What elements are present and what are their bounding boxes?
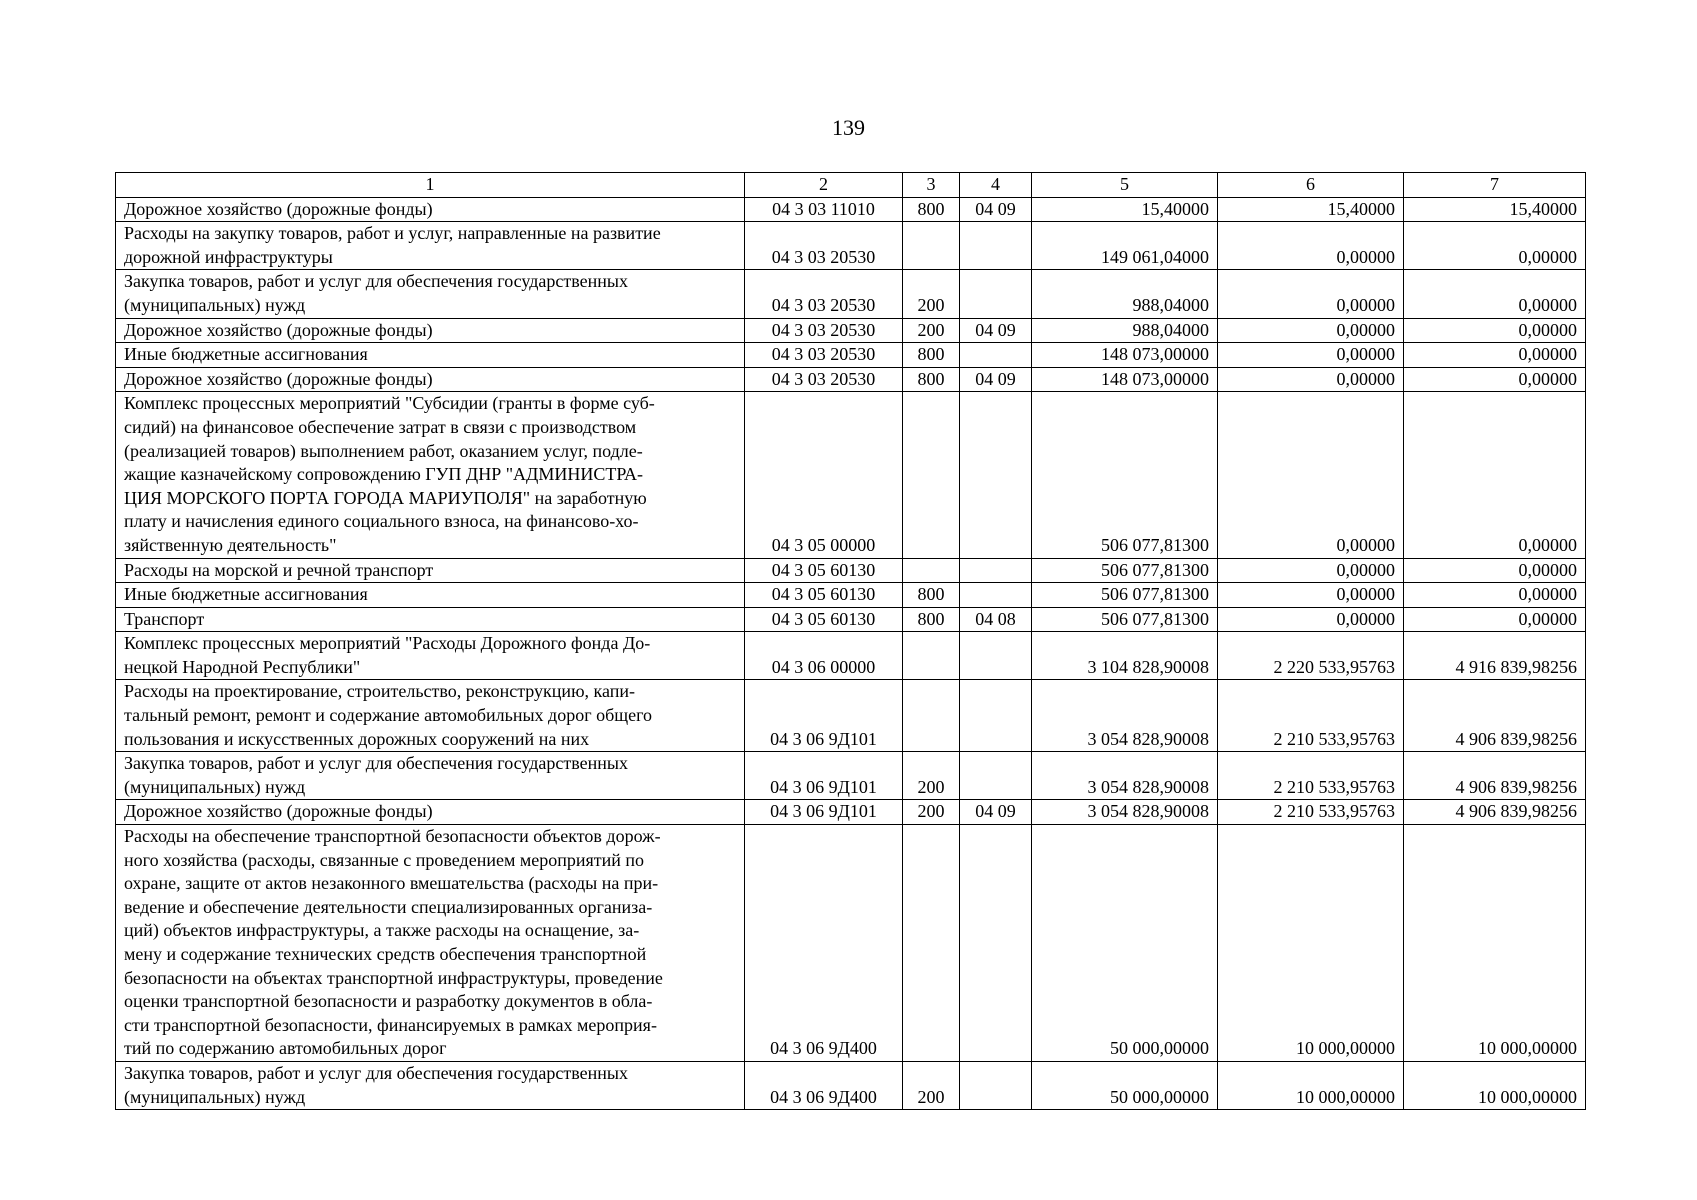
amount-col5-cell: 148 073,00000	[1032, 367, 1218, 392]
table-row	[116, 367, 1586, 392]
expense-type-cell: 200	[903, 318, 960, 343]
expense-type-cell	[903, 392, 960, 558]
amount-col5-cell: 506 077,81300	[1032, 607, 1218, 632]
amount-col7-cell: 0,00000	[1404, 392, 1586, 558]
section-cell	[960, 222, 1032, 270]
item-name-cell: Дорожное хозяйство (дорожные фонды)	[116, 197, 745, 222]
item-name-cell: Комплекс процессных мероприятий "Расходы Дорожного фонда До- нецкой Народной Республики"	[116, 632, 745, 680]
table-row	[116, 632, 1586, 680]
amount-col5-cell: 50 000,00000	[1032, 1061, 1218, 1109]
amount-col7-cell: 10 000,00000	[1404, 1061, 1586, 1109]
section-cell	[960, 1061, 1032, 1109]
budget-code-cell: 04 3 05 60130	[745, 607, 903, 632]
amount-col7-cell: 0,00000	[1404, 343, 1586, 368]
expense-type-cell: 200	[903, 752, 960, 800]
expense-type-cell: 200	[903, 270, 960, 318]
amount-col5-cell: 988,04000	[1032, 270, 1218, 318]
expense-type-cell	[903, 632, 960, 680]
amount-col5-cell: 15,40000	[1032, 197, 1218, 222]
amount-col7-cell: 0,00000	[1404, 318, 1586, 343]
budget-table	[115, 172, 1586, 1110]
amount-col7-cell: 0,00000	[1404, 222, 1586, 270]
budget-code-cell: 04 3 03 20530	[745, 222, 903, 270]
table-row	[116, 222, 1586, 270]
section-cell: 04 09	[960, 197, 1032, 222]
budget-code-cell: 04 3 03 20530	[745, 270, 903, 318]
budget-code-cell: 04 3 05 60130	[745, 583, 903, 608]
item-name-cell: Иные бюджетные ассигнования	[116, 343, 745, 368]
column-header-4: 4	[960, 173, 1032, 198]
item-name-cell: Закупка товаров, работ и услуг для обеспечения государственных (муниципальных) нужд	[116, 270, 745, 318]
budget-code-cell: 04 3 06 9Д101	[745, 800, 903, 825]
table-row	[116, 800, 1586, 825]
amount-col5-cell: 3 104 828,90008	[1032, 632, 1218, 680]
amount-col6-cell: 0,00000	[1218, 367, 1404, 392]
expense-type-cell: 200	[903, 1061, 960, 1109]
item-name-cell: Дорожное хозяйство (дорожные фонды)	[116, 318, 745, 343]
amount-col7-cell: 4 916 839,98256	[1404, 632, 1586, 680]
amount-col7-cell: 4 906 839,98256	[1404, 800, 1586, 825]
table-row	[116, 752, 1586, 800]
amount-col6-cell: 15,40000	[1218, 197, 1404, 222]
table-row	[116, 392, 1586, 558]
amount-col6-cell: 0,00000	[1218, 583, 1404, 608]
section-cell	[960, 558, 1032, 583]
item-name-cell: Закупка товаров, работ и услуг для обеспечения государственных (муниципальных) нужд	[116, 1061, 745, 1109]
amount-col5-cell: 3 054 828,90008	[1032, 680, 1218, 752]
amount-col7-cell: 0,00000	[1404, 607, 1586, 632]
table-body	[116, 197, 1586, 1110]
expense-type-cell: 200	[903, 800, 960, 825]
expense-type-cell	[903, 680, 960, 752]
amount-col6-cell: 0,00000	[1218, 343, 1404, 368]
amount-col6-cell: 10 000,00000	[1218, 1061, 1404, 1109]
column-header-2: 2	[745, 173, 903, 198]
section-cell	[960, 583, 1032, 608]
amount-col7-cell: 10 000,00000	[1404, 825, 1586, 1062]
amount-col7-cell: 0,00000	[1404, 367, 1586, 392]
section-cell	[960, 392, 1032, 558]
amount-col5-cell: 148 073,00000	[1032, 343, 1218, 368]
budget-code-cell: 04 3 03 20530	[745, 343, 903, 368]
amount-col7-cell: 4 906 839,98256	[1404, 680, 1586, 752]
expense-type-cell	[903, 222, 960, 270]
amount-col6-cell: 0,00000	[1218, 318, 1404, 343]
item-name-cell: Закупка товаров, работ и услуг для обеспечения государственных (муниципальных) нужд	[116, 752, 745, 800]
table-row	[116, 825, 1586, 1062]
amount-col6-cell: 2 210 533,95763	[1218, 680, 1404, 752]
table-row	[116, 607, 1586, 632]
amount-col7-cell: 4 906 839,98256	[1404, 752, 1586, 800]
budget-code-cell: 04 3 06 9Д400	[745, 825, 903, 1062]
section-cell	[960, 343, 1032, 368]
budget-code-cell: 04 3 05 00000	[745, 392, 903, 558]
section-cell	[960, 632, 1032, 680]
amount-col6-cell: 0,00000	[1218, 270, 1404, 318]
column-number-row	[116, 173, 1586, 198]
amount-col5-cell: 988,04000	[1032, 318, 1218, 343]
column-header-6: 6	[1218, 173, 1404, 198]
section-cell	[960, 680, 1032, 752]
table-row	[116, 343, 1586, 368]
amount-col5-cell: 3 054 828,90008	[1032, 800, 1218, 825]
amount-col5-cell: 50 000,00000	[1032, 825, 1218, 1062]
expense-type-cell: 800	[903, 367, 960, 392]
amount-col6-cell: 2 220 533,95763	[1218, 632, 1404, 680]
expense-type-cell	[903, 825, 960, 1062]
table-header	[116, 173, 1586, 198]
amount-col7-cell: 0,00000	[1404, 270, 1586, 318]
column-header-1: 1	[116, 173, 745, 198]
item-name-cell: Транспорт	[116, 607, 745, 632]
section-cell: 04 09	[960, 318, 1032, 343]
budget-code-cell: 04 3 05 60130	[745, 558, 903, 583]
item-name-cell: Комплекс процессных мероприятий "Субсидии (гранты в форме суб- сидий) на финансовое обеспечение затрат в связи с производством (реализацией товаров) выполнением работ, оказанием услуг, подле- жащие казначейскому сопровождению ГУП ДНР "АДМИНИСТРА- ЦИЯ МОРСКОГО ПОРТА ГОРОДА МАРИУПОЛЯ" на заработную плату и начисления единого социального взноса, на финансово-хо- зяйственную деятельность"	[116, 392, 745, 558]
table-row	[116, 318, 1586, 343]
amount-col6-cell: 0,00000	[1218, 222, 1404, 270]
budget-code-cell: 04 3 06 9Д400	[745, 1061, 903, 1109]
amount-col6-cell: 10 000,00000	[1218, 825, 1404, 1062]
section-cell	[960, 752, 1032, 800]
amount-col6-cell: 0,00000	[1218, 392, 1404, 558]
item-name-cell: Дорожное хозяйство (дорожные фонды)	[116, 800, 745, 825]
budget-code-cell: 04 3 03 20530	[745, 318, 903, 343]
budget-code-cell: 04 3 03 11010	[745, 197, 903, 222]
section-cell: 04 08	[960, 607, 1032, 632]
amount-col6-cell: 2 210 533,95763	[1218, 752, 1404, 800]
table-row	[116, 270, 1586, 318]
amount-col5-cell: 149 061,04000	[1032, 222, 1218, 270]
column-header-3: 3	[903, 173, 960, 198]
amount-col6-cell: 0,00000	[1218, 607, 1404, 632]
page-number: 139	[832, 115, 865, 140]
table-row	[116, 197, 1586, 222]
budget-code-cell: 04 3 06 00000	[745, 632, 903, 680]
item-name-cell: Расходы на проектирование, строительство, реконструкцию, капи- тальный ремонт, ремонт и содержание автомобильных дорог общего пользования и искусственных дорожных сооружений на них	[116, 680, 745, 752]
expense-type-cell: 800	[903, 343, 960, 368]
amount-col5-cell: 506 077,81300	[1032, 583, 1218, 608]
amount-col5-cell: 506 077,81300	[1032, 392, 1218, 558]
section-cell	[960, 270, 1032, 318]
expense-type-cell	[903, 558, 960, 583]
column-header-5: 5	[1032, 173, 1218, 198]
amount-col6-cell: 0,00000	[1218, 558, 1404, 583]
item-name-cell: Иные бюджетные ассигнования	[116, 583, 745, 608]
expense-type-cell: 800	[903, 607, 960, 632]
expense-type-cell: 800	[903, 197, 960, 222]
expense-type-cell: 800	[903, 583, 960, 608]
budget-code-cell: 04 3 03 20530	[745, 367, 903, 392]
amount-col7-cell: 0,00000	[1404, 583, 1586, 608]
amount-col7-cell: 15,40000	[1404, 197, 1586, 222]
budget-code-cell: 04 3 06 9Д101	[745, 680, 903, 752]
amount-col5-cell: 3 054 828,90008	[1032, 752, 1218, 800]
table-row	[116, 583, 1586, 608]
section-cell	[960, 825, 1032, 1062]
item-name-cell: Расходы на морской и речной транспорт	[116, 558, 745, 583]
item-name-cell: Расходы на закупку товаров, работ и услуг, направленные на развитие дорожной инфраструктуры	[116, 222, 745, 270]
column-header-7: 7	[1404, 173, 1586, 198]
item-name-cell: Расходы на обеспечение транспортной безопасности объектов дорож- ного хозяйства (расходы, связанные с проведением мероприятий по охране, защите от актов незаконного вмешательства (расходы на при- ведение и обеспечение деятельности специализированных организа- ций) объектов инфраструктуры, а также расходы на оснащение, за- мену и содержание технических средств обеспечения транспортной безопасности на объектах транспортной инфраструктуры, проведение оценки транспортной безопасности и разработку документов в обла- сти транспортной безопасности, финансируемых в рамках мероприя- тий по содержанию автомобильных дорог	[116, 825, 745, 1062]
budget-code-cell: 04 3 06 9Д101	[745, 752, 903, 800]
section-cell: 04 09	[960, 367, 1032, 392]
amount-col6-cell: 2 210 533,95763	[1218, 800, 1404, 825]
amount-col7-cell: 0,00000	[1404, 558, 1586, 583]
amount-col5-cell: 506 077,81300	[1032, 558, 1218, 583]
table-row	[116, 1061, 1586, 1109]
table-row	[116, 680, 1586, 752]
item-name-cell: Дорожное хозяйство (дорожные фонды)	[116, 367, 745, 392]
table-row	[116, 558, 1586, 583]
section-cell: 04 09	[960, 800, 1032, 825]
